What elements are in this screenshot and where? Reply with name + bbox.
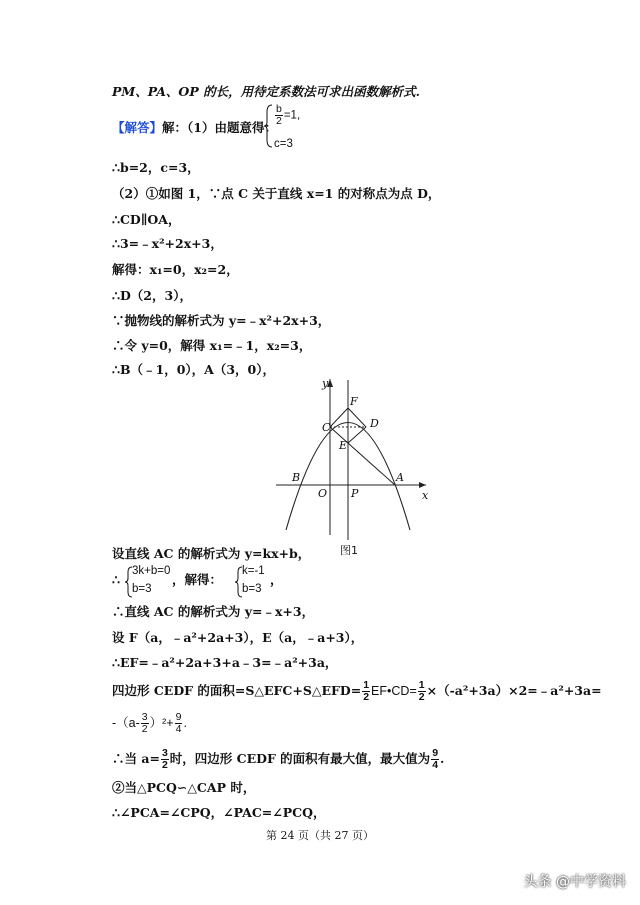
text-line: ∴B（﹣1，0），A（3，0）， [112, 362, 276, 377]
text-line: 解得：x₁=0，x₂=2， [112, 262, 239, 277]
label-y: y [322, 377, 329, 390]
system-eq-1b: c=3 [274, 138, 293, 150]
system-line-2: ∴ [112, 572, 120, 587]
label-F: F [350, 395, 358, 408]
ac-line [330, 427, 395, 485]
text-line: （2）①如图 1，∵点 C 关于直线 x=1 的对称点为点 D， [112, 186, 441, 201]
label-E: E [339, 439, 348, 452]
text-line: ∴EF=﹣a²+2a+3+a﹣3=﹣a²+3a， [112, 655, 338, 670]
label-x: x [422, 489, 429, 502]
solve-label: ，解得： [172, 572, 223, 587]
parabola-figure [268, 375, 438, 557]
label-B: B [292, 471, 301, 484]
text-line: 设直线 AC 的解析式为 y=kx+b， [112, 546, 311, 561]
text-line: ∴3=﹣x²+2x+3， [112, 236, 223, 251]
text-line: ∴∠PCA=∠CPQ，∠PAC=∠PCQ， [112, 805, 326, 820]
page-footer: 第 24 页（共 27 页） [266, 829, 374, 842]
system-eq-3b: b=3 [242, 583, 262, 595]
text-line: ∴令 y=0，解得 x₁=﹣1，x₂=3， [112, 338, 312, 353]
label-O: O [318, 487, 328, 500]
text-comma: ， [270, 572, 283, 587]
text-line: ∴b=2，c=3， [112, 160, 200, 175]
answer-line: 【解答】解：（1）由题意得： [112, 120, 277, 135]
figure-caption: 图1 [340, 544, 358, 557]
watermark: 头条 @中学资料 [523, 874, 626, 890]
label-C: C [322, 421, 331, 434]
text-line: ∴直线 AC 的解析式为 y=﹣x+3， [112, 604, 315, 619]
ed-segment [348, 427, 366, 443]
text-line: 设 F（a，﹣a²+2a+3），E（a，﹣a+3）， [112, 630, 364, 645]
text-line: ∵抛物线的解析式为 y=﹣x²+2x+3， [112, 313, 331, 328]
label-A: A [396, 471, 404, 484]
text-line: ∴D（2，3）， [112, 288, 192, 303]
text-line: ②当△PCQ∽△CAP 时， [112, 780, 256, 795]
answer-tag: 【解答】 [112, 120, 163, 135]
text-line: ∴CD∥OA， [112, 212, 181, 227]
text-line: PM、PA、OP 的长，用待定系数法可求出函数解析式. [112, 84, 420, 99]
area-line: 四边形 CEDF 的面积=S△EFC+S△EFD= $\frac{1}{2}$ EF•CD= $\frac{1}{2}$ ×（-a²+3a）×2=﹣a²+3a= [112, 679, 602, 703]
brace-icon [264, 104, 274, 148]
max-value-line: ∴当 a= $\frac{3}{2}$ 时，四边形 CEDF 的面积有最大值，最大值为 $\frac{9}{4}$ . [112, 747, 445, 771]
label-D: D [370, 417, 379, 430]
cf-segment [330, 408, 348, 427]
label-P: P [351, 487, 359, 500]
system-eq-1: $\frac{b}{2}$ =1, [276, 103, 301, 127]
system-eq-2b: b=3 [132, 583, 152, 595]
system-eq-3a: k=-1 [242, 565, 265, 577]
system-eq-2a: 3k+b=0 [132, 565, 171, 577]
fd-segment [348, 408, 366, 427]
vertex-form-line: -（a- $\frac{3}{2}$ ）²+ $\frac{9}{4}$ . [112, 711, 187, 735]
